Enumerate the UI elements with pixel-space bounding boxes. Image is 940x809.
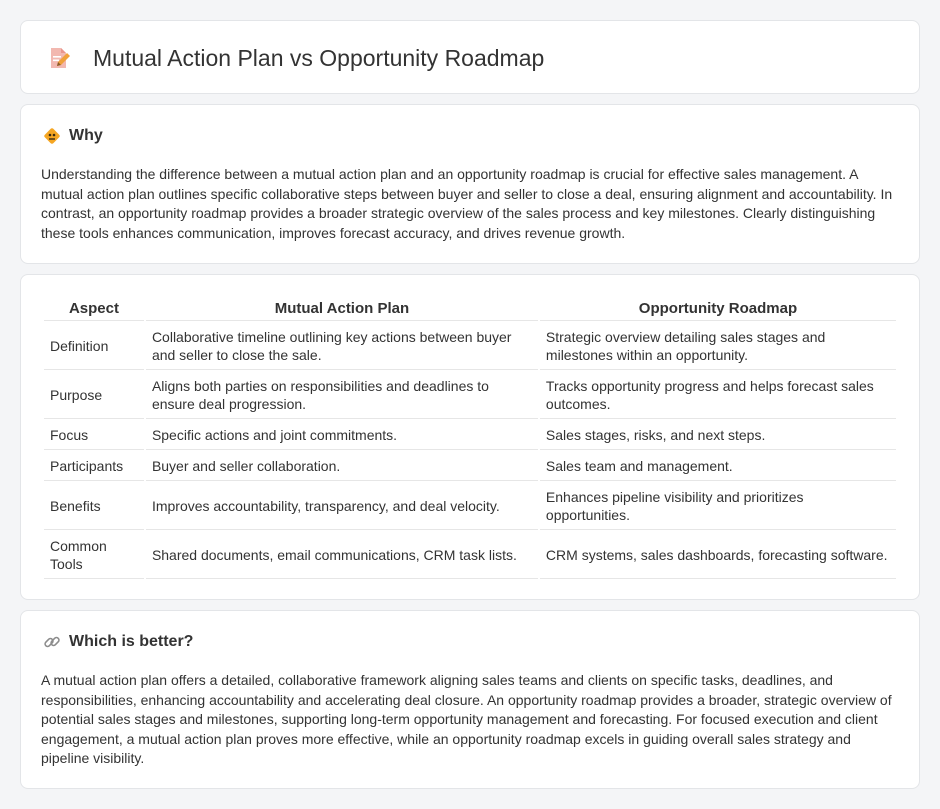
- why-title: Why: [69, 127, 103, 144]
- map-cell: Shared documents, email communications, CRM task lists.: [146, 532, 538, 579]
- table-row: [44, 421, 896, 450]
- table-row: [44, 372, 896, 419]
- why-heading: [43, 127, 103, 145]
- why-section: [20, 104, 920, 264]
- aspect-cell: Benefits: [44, 483, 144, 530]
- document-pencil-icon: [47, 46, 71, 70]
- aspect-cell: Common Tools: [44, 532, 144, 579]
- link-icon: [43, 633, 61, 651]
- table-header-row: [44, 297, 896, 321]
- aspect-cell: Purpose: [44, 372, 144, 419]
- map-cell: Improves accountability, transparency, and deal velocity.: [146, 483, 538, 530]
- page-title: Mutual Action Plan vs Opportunity Roadmap: [93, 45, 545, 71]
- better-title: Which is better?: [69, 633, 194, 650]
- table-row: [44, 483, 896, 530]
- title-card: [20, 20, 920, 94]
- table-row: [44, 452, 896, 481]
- warning-sign-icon: [43, 127, 61, 145]
- map-cell: Collaborative timeline outlining key actions between buyer and seller to close the sale.: [146, 323, 538, 370]
- roadmap-cell: Strategic overview detailing sales stages and milestones within an opportunity.: [540, 323, 896, 370]
- header-mutual-action-plan: Mutual Action Plan: [146, 297, 538, 321]
- roadmap-cell: Sales team and management.: [540, 452, 896, 481]
- comparison-section: [20, 274, 920, 600]
- roadmap-cell: Tracks opportunity progress and helps forecast sales outcomes.: [540, 372, 896, 419]
- aspect-cell: Focus: [44, 421, 144, 450]
- why-text: Understanding the difference between a mutual action plan and an opportunity roadmap is crucial for effective sales management. A mutual action plan outlines specific collaborative steps between buyer and seller to close a deal, ensuring alignment and accountability. In contrast, an opportunity roadmap provides a broader strategic overview of the sales process and key milestones. Clearly distinguishing these tools enhances communication, improves forecast accuracy, and drives revenue growth.: [41, 166, 893, 241]
- header-opportunity-roadmap: Opportunity Roadmap: [540, 297, 896, 321]
- which-is-better-section: [20, 610, 920, 789]
- better-heading: [43, 633, 193, 651]
- roadmap-cell: CRM systems, sales dashboards, forecasting software.: [540, 532, 896, 579]
- header-aspect: Aspect: [44, 297, 144, 321]
- map-cell: Specific actions and joint commitments.: [146, 421, 538, 450]
- roadmap-cell: Sales stages, risks, and next steps.: [540, 421, 896, 450]
- table-row: [44, 532, 896, 579]
- table-row: [44, 323, 896, 370]
- aspect-cell: Participants: [44, 452, 144, 481]
- comparison-table: [42, 295, 898, 581]
- map-cell: Buyer and seller collaboration.: [146, 452, 538, 481]
- roadmap-cell: Enhances pipeline visibility and prioritizes opportunities.: [540, 483, 896, 530]
- title-row: [47, 43, 544, 73]
- aspect-cell: Definition: [44, 323, 144, 370]
- map-cell: Aligns both parties on responsibilities and deadlines to ensure deal progression.: [146, 372, 538, 419]
- better-text: A mutual action plan offers a detailed, collaborative framework aligning sales teams and clients on specific tasks, deadlines, and responsibilities, enhancing accountability and accelerating deal closure. An opportunity roadmap provides a broader, strategic overview of potential sales stages and milestones, supporting long-term opportunity management and forecasting. For focused execution and client engagement, a mutual action plan proves more effective, while an opportunity roadmap excels in guiding overall sales strategy and pipeline visibility.: [41, 672, 892, 767]
